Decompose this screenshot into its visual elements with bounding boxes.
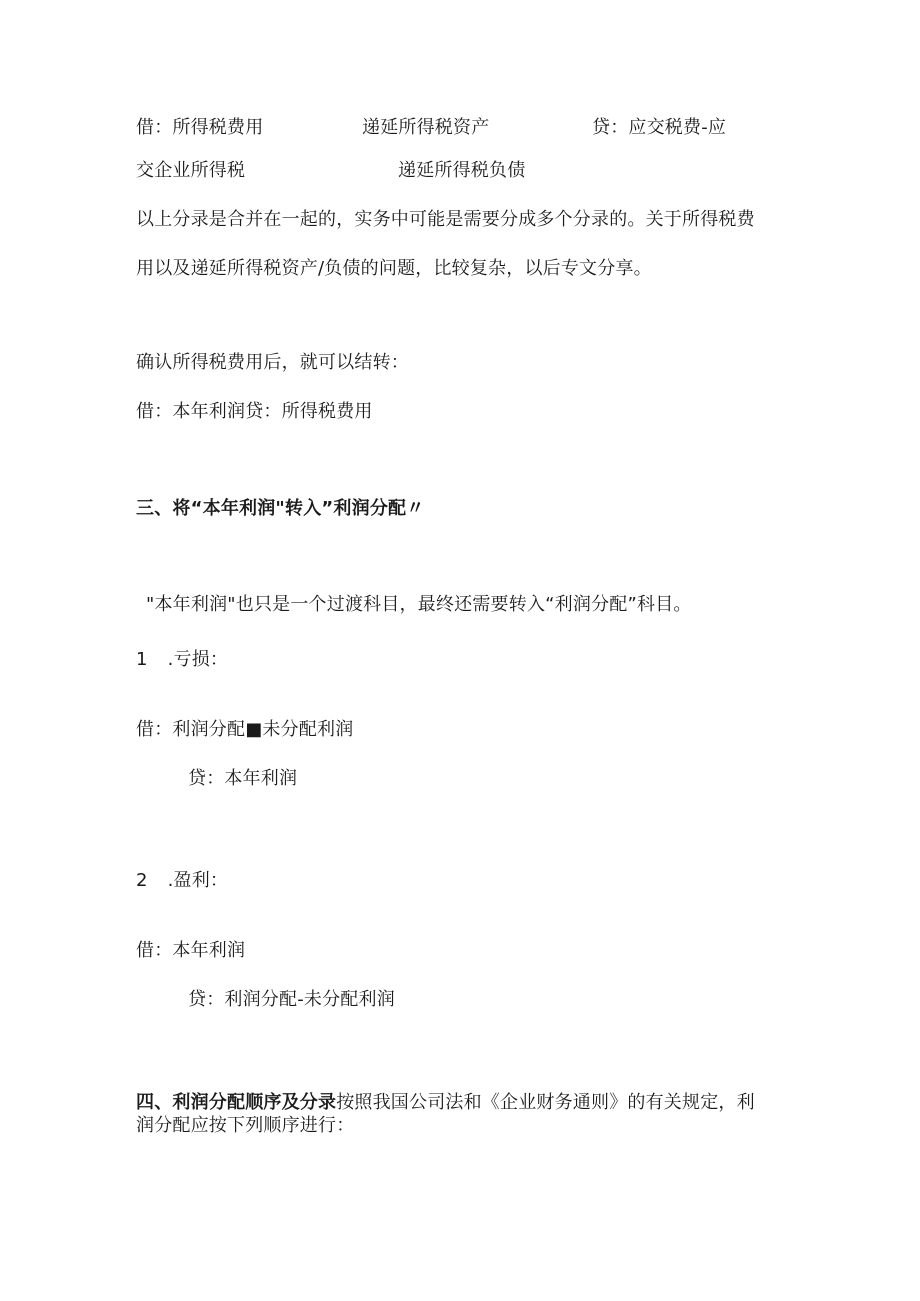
section-heading-3: 三、将“本年利润"转入”利润分配〃 bbox=[136, 498, 425, 519]
list-number: 2 bbox=[136, 870, 148, 891]
list-item-2 bbox=[136, 869, 228, 893]
entry1-credit: 贷：应交税费-应 bbox=[592, 117, 727, 138]
entry1-credit-cont: 交企业所得税 bbox=[136, 160, 246, 181]
list-label: .盈利： bbox=[167, 870, 229, 891]
section-text-cont: 润分配应按下列顺序进行： bbox=[136, 1115, 355, 1136]
section-heading-4: 四、利润分配顺序及分录 bbox=[136, 1092, 337, 1113]
paragraph-line: 用以及递延所得税资产/负债的问题，比较复杂，以后专文分享。 bbox=[136, 258, 652, 279]
entry1-debit-2: 递延所得税资产 bbox=[362, 117, 490, 138]
paragraph-text: 确认所得税费用后，就可以结转： bbox=[136, 352, 409, 373]
section-intro: "本年利润"也只是一个过渡科目，最终还需要转入“利润分配”科目。 bbox=[146, 594, 692, 615]
entry1-credit-2: 递延所得税负债 bbox=[398, 160, 526, 181]
list-number: 1 bbox=[136, 649, 148, 670]
journal-debit: 借：利润分配■未分配利润 bbox=[136, 719, 354, 740]
journal-entry: 借：本年利润贷：所得税费用 bbox=[136, 401, 373, 422]
journal-credit: 贷：利润分配-未分配利润 bbox=[188, 989, 395, 1010]
entry1-debit: 借：所得税费用 bbox=[136, 117, 264, 138]
section-text: 按照我国公司法和《企业财务通则》的有关规定，利 bbox=[336, 1092, 755, 1113]
journal-credit: 贷：本年利润 bbox=[188, 768, 298, 789]
list-item-1 bbox=[136, 648, 228, 672]
section-4-line bbox=[136, 1091, 755, 1115]
paragraph-line: 以上分录是合并在一起的，实务中可能是需要分成多个分录的。关于所得税费 bbox=[136, 209, 755, 230]
journal-debit: 借：本年利润 bbox=[136, 940, 246, 961]
list-label: .亏损： bbox=[167, 649, 229, 670]
